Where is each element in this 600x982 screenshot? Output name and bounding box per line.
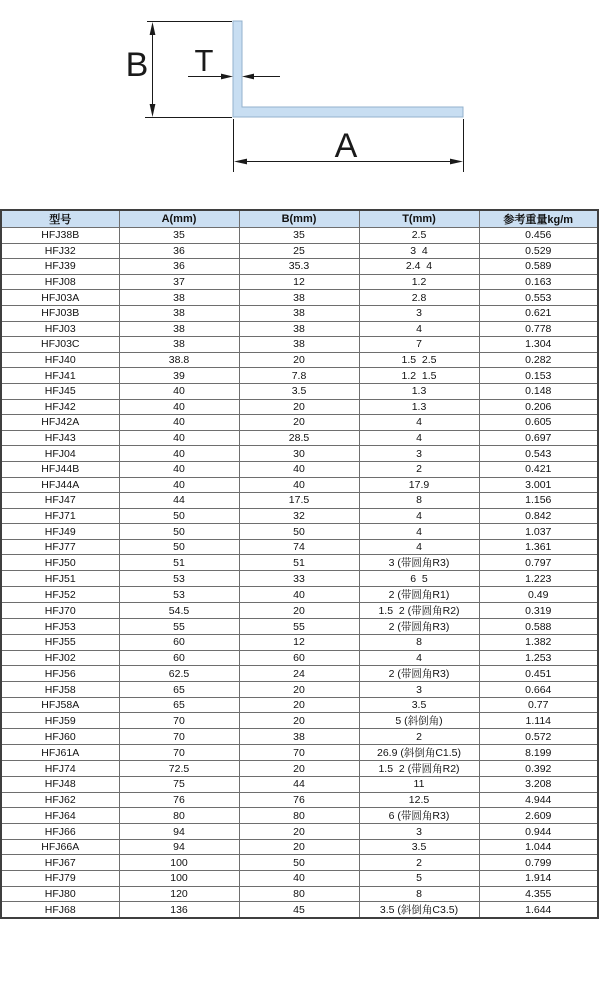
table-cell: 74 [239, 539, 359, 555]
table-cell: 0.589 [479, 259, 598, 275]
table-cell: 38 [239, 337, 359, 353]
table-cell: 55 [119, 619, 239, 635]
table-cell: 20 [239, 682, 359, 698]
table-cell: HFJ60 [1, 729, 119, 745]
table-cell: HFJ66A [1, 839, 119, 855]
table-cell: HFJ61A [1, 745, 119, 761]
table-row [1, 228, 598, 244]
table-cell: HFJ71 [1, 508, 119, 524]
table-cell: 3 [359, 824, 479, 840]
table-cell: 51 [119, 555, 239, 571]
table-cell: 35.3 [239, 259, 359, 275]
table-cell: 1.114 [479, 713, 598, 729]
table-cell: HFJ80 [1, 886, 119, 902]
table-row [1, 824, 598, 840]
table-cell: 50 [119, 539, 239, 555]
table-row [1, 259, 598, 275]
table-row [1, 477, 598, 493]
table-cell: 1.5 2 (带圆角R2) [359, 603, 479, 619]
table-row [1, 697, 598, 713]
spec-table [0, 209, 599, 919]
table-row [1, 383, 598, 399]
table-cell: 40 [119, 430, 239, 446]
table-cell: 0.543 [479, 446, 598, 462]
table-cell: 3.5 (斜倒角C3.5) [359, 902, 479, 919]
table-cell: HFJ02 [1, 650, 119, 666]
column-header-a: A(mm) [119, 210, 239, 228]
table-cell: 72.5 [119, 761, 239, 777]
table-cell: 32 [239, 508, 359, 524]
table-row [1, 571, 598, 587]
table-cell: HFJ47 [1, 493, 119, 509]
table-cell: 40 [119, 461, 239, 477]
table-cell: 40 [119, 399, 239, 415]
table-row [1, 761, 598, 777]
table-cell: HFJ08 [1, 274, 119, 290]
arrow-right-icon [221, 74, 233, 80]
table-cell: 39 [119, 368, 239, 384]
table-row [1, 274, 598, 290]
table-cell: 60 [119, 635, 239, 651]
table-row [1, 399, 598, 415]
table-cell: 0.664 [479, 682, 598, 698]
table-cell: 2 [359, 855, 479, 871]
table-cell: 40 [239, 871, 359, 887]
table-cell: 1.044 [479, 839, 598, 855]
table-cell: HFJ38B [1, 228, 119, 244]
table-cell: 24 [239, 666, 359, 682]
table-cell: HFJ79 [1, 871, 119, 887]
arrow-down-icon [150, 104, 156, 117]
table-cell: 0.842 [479, 508, 598, 524]
table-cell: 3 [359, 446, 479, 462]
table-cell: 1.361 [479, 539, 598, 555]
table-cell: 5 [359, 871, 479, 887]
table-cell: HFJ03 [1, 321, 119, 337]
table-cell: 0.148 [479, 383, 598, 399]
table-cell: 8 [359, 493, 479, 509]
table-cell: 2 [359, 729, 479, 745]
table-cell: 80 [239, 886, 359, 902]
table-cell: 1.304 [479, 337, 598, 353]
table-cell: 0.944 [479, 824, 598, 840]
table-cell: 37 [119, 274, 239, 290]
table-cell: HFJ68 [1, 902, 119, 919]
table-cell: HFJ53 [1, 619, 119, 635]
table-cell: 11 [359, 777, 479, 793]
table-cell: 0.605 [479, 415, 598, 431]
table-cell: HFJ48 [1, 777, 119, 793]
table-cell: 51 [239, 555, 359, 571]
table-cell: 33 [239, 571, 359, 587]
label-t: T [194, 43, 214, 78]
table-cell: 7 [359, 337, 479, 353]
table-cell: 0.153 [479, 368, 598, 384]
table-body [1, 228, 598, 919]
table-cell: 4.944 [479, 792, 598, 808]
table-cell: 25 [239, 243, 359, 259]
table-cell: 17.9 [359, 477, 479, 493]
table-cell: 80 [119, 808, 239, 824]
table-cell: HFJ49 [1, 524, 119, 540]
table-cell: 3 [359, 682, 479, 698]
table-cell: 65 [119, 682, 239, 698]
table-cell: 1.037 [479, 524, 598, 540]
table-cell: 1.3 [359, 399, 479, 415]
table-cell: 1.5 2 (带圆角R2) [359, 761, 479, 777]
table-cell: 28.5 [239, 430, 359, 446]
column-header-t: T(mm) [359, 210, 479, 228]
table-cell: 0.778 [479, 321, 598, 337]
table-cell: 75 [119, 777, 239, 793]
table-cell: 17.5 [239, 493, 359, 509]
table-cell: 8 [359, 886, 479, 902]
table-cell: 0.206 [479, 399, 598, 415]
table-cell: 36 [119, 243, 239, 259]
table-cell: 20 [239, 824, 359, 840]
table-cell: 8.199 [479, 745, 598, 761]
arrow-right-icon [450, 159, 463, 165]
table-cell: 0.572 [479, 729, 598, 745]
table-cell: 1.2 1.5 [359, 368, 479, 384]
table-cell: 40 [119, 383, 239, 399]
arrow-up-icon [150, 22, 156, 35]
table-cell: 1.253 [479, 650, 598, 666]
table-cell: 6 (带圆角R3) [359, 808, 479, 824]
table-cell: 0.529 [479, 243, 598, 259]
table-cell: 4 [359, 415, 479, 431]
table-cell: HFJ58 [1, 682, 119, 698]
table-cell: 3.5 [239, 383, 359, 399]
table-row [1, 352, 598, 368]
table-row [1, 666, 598, 682]
table-cell: 4 [359, 539, 479, 555]
table-cell: 3 (带圆角R3) [359, 555, 479, 571]
table-cell: 38 [119, 337, 239, 353]
table-cell: 30 [239, 446, 359, 462]
table-cell: 12 [239, 274, 359, 290]
table-cell: 3.5 [359, 839, 479, 855]
table-cell: 0.697 [479, 430, 598, 446]
table-cell: HFJ45 [1, 383, 119, 399]
table-row [1, 415, 598, 431]
table-cell: 12 [239, 635, 359, 651]
table-cell: 38.8 [119, 352, 239, 368]
label-a: A [334, 127, 358, 165]
table-cell: HFJ04 [1, 446, 119, 462]
table-cell: HFJ66 [1, 824, 119, 840]
column-header-b: B(mm) [239, 210, 359, 228]
table-cell: 2.4 4 [359, 259, 479, 275]
table-cell: 70 [119, 729, 239, 745]
table-cell: 3 4 [359, 243, 479, 259]
column-header-model: 型号 [1, 210, 119, 228]
table-row [1, 290, 598, 306]
table-row [1, 430, 598, 446]
table-cell: 20 [239, 697, 359, 713]
table-cell: 7.8 [239, 368, 359, 384]
table-row [1, 713, 598, 729]
column-header-weight: 参考重量kg/m [479, 210, 598, 228]
table-cell: HFJ70 [1, 603, 119, 619]
table-cell: 40 [119, 415, 239, 431]
table-cell: 50 [239, 855, 359, 871]
table-cell: 0.451 [479, 666, 598, 682]
table-row [1, 461, 598, 477]
table-cell: 70 [239, 745, 359, 761]
table-cell: 0.456 [479, 228, 598, 244]
table-cell: HFJ43 [1, 430, 119, 446]
table-row [1, 493, 598, 509]
table-cell: 50 [119, 524, 239, 540]
table-cell: 50 [239, 524, 359, 540]
table-cell: 38 [119, 290, 239, 306]
table-cell: 40 [239, 587, 359, 603]
table-cell: 38 [239, 729, 359, 745]
table-cell: 3.001 [479, 477, 598, 493]
table-row [1, 729, 598, 745]
table-cell: 38 [119, 305, 239, 321]
table-cell: 0.797 [479, 555, 598, 571]
table-cell: HFJ67 [1, 855, 119, 871]
table-cell: 0.421 [479, 461, 598, 477]
table-cell: HFJ55 [1, 635, 119, 651]
table-cell: HFJ03C [1, 337, 119, 353]
table-cell: 0.163 [479, 274, 598, 290]
table-cell: 4 [359, 321, 479, 337]
table-cell: 0.319 [479, 603, 598, 619]
table-cell: 40 [119, 477, 239, 493]
table-cell: 4 [359, 524, 479, 540]
table-row [1, 368, 598, 384]
table-cell: 80 [239, 808, 359, 824]
table-cell: HFJ77 [1, 539, 119, 555]
table-cell: 1.223 [479, 571, 598, 587]
table-row [1, 446, 598, 462]
table-cell: 60 [239, 650, 359, 666]
angle-profile-shape [233, 21, 463, 117]
table-row [1, 603, 598, 619]
table-cell: 60 [119, 650, 239, 666]
table-row [1, 555, 598, 571]
table-row [1, 745, 598, 761]
table-cell: 76 [239, 792, 359, 808]
table-cell: 76 [119, 792, 239, 808]
table-cell: HFJ74 [1, 761, 119, 777]
table-cell: 20 [239, 399, 359, 415]
table-cell: 4 [359, 508, 479, 524]
table-cell: 20 [239, 713, 359, 729]
table-cell: 94 [119, 824, 239, 840]
table-cell: 35 [239, 228, 359, 244]
table-cell: HFJ50 [1, 555, 119, 571]
table-header-row [1, 210, 598, 228]
table-cell: 136 [119, 902, 239, 919]
table-row [1, 635, 598, 651]
table-cell: 2.609 [479, 808, 598, 824]
table-cell: 3.5 [359, 697, 479, 713]
table-cell: HFJ42A [1, 415, 119, 431]
table-row [1, 682, 598, 698]
table-cell: 100 [119, 871, 239, 887]
table-row [1, 792, 598, 808]
table-cell: 70 [119, 745, 239, 761]
angle-profile-diagram [0, 0, 600, 206]
table-cell: 50 [119, 508, 239, 524]
table-row [1, 508, 598, 524]
table-cell: 2 (带圆角R1) [359, 587, 479, 603]
table-cell: HFJ41 [1, 368, 119, 384]
table-cell: HFJ32 [1, 243, 119, 259]
table-cell: 70 [119, 713, 239, 729]
table-cell: 12.5 [359, 792, 479, 808]
table-cell: HFJ40 [1, 352, 119, 368]
arrow-left-icon [234, 159, 247, 165]
table-cell: 53 [119, 587, 239, 603]
table-cell: 38 [239, 305, 359, 321]
table-cell: 4 [359, 430, 479, 446]
table-cell: 0.799 [479, 855, 598, 871]
table-cell: 40 [239, 477, 359, 493]
table-cell: 2 (带圆角R3) [359, 666, 479, 682]
table-cell: 1.3 [359, 383, 479, 399]
table-cell: 0.49 [479, 587, 598, 603]
table-cell: 3.208 [479, 777, 598, 793]
table-cell: 0.621 [479, 305, 598, 321]
table-cell: 20 [239, 761, 359, 777]
dimension-b [126, 22, 232, 118]
label-b: B [125, 46, 149, 84]
table-cell: 1.914 [479, 871, 598, 887]
table-cell: 2.5 [359, 228, 479, 244]
table-cell: 2.8 [359, 290, 479, 306]
table-cell: HFJ62 [1, 792, 119, 808]
table-cell: HFJ39 [1, 259, 119, 275]
table-cell: 40 [119, 446, 239, 462]
table-cell: 100 [119, 855, 239, 871]
table-cell: 40 [239, 461, 359, 477]
table-row [1, 902, 598, 919]
table-cell: 38 [239, 321, 359, 337]
table-row [1, 587, 598, 603]
table-cell: HFJ44B [1, 461, 119, 477]
table-row [1, 855, 598, 871]
table-cell: HFJ56 [1, 666, 119, 682]
table-cell: HFJ58A [1, 697, 119, 713]
table-cell: HFJ59 [1, 713, 119, 729]
table-cell: 20 [239, 603, 359, 619]
table-row [1, 243, 598, 259]
table-row [1, 524, 598, 540]
table-cell: 44 [239, 777, 359, 793]
table-row [1, 539, 598, 555]
table-cell: 1.382 [479, 635, 598, 651]
table-cell: HFJ03A [1, 290, 119, 306]
table-cell: 35 [119, 228, 239, 244]
table-cell: 55 [239, 619, 359, 635]
table-cell: 94 [119, 839, 239, 855]
table-cell: HFJ64 [1, 808, 119, 824]
table-cell: 36 [119, 259, 239, 275]
table-cell: 5 (斜倒角) [359, 713, 479, 729]
table-cell: HFJ51 [1, 571, 119, 587]
table-row [1, 619, 598, 635]
table-cell: HFJ42 [1, 399, 119, 415]
table-row [1, 777, 598, 793]
table-cell: 44 [119, 493, 239, 509]
table-cell: 0.392 [479, 761, 598, 777]
table-cell: 20 [239, 839, 359, 855]
arrow-left-icon [242, 74, 254, 80]
table-cell: 65 [119, 697, 239, 713]
table-cell: 6 5 [359, 571, 479, 587]
table-cell: 0.77 [479, 697, 598, 713]
table-cell: 3 [359, 305, 479, 321]
table-cell: 38 [119, 321, 239, 337]
table-row [1, 337, 598, 353]
table-cell: 20 [239, 415, 359, 431]
table-cell: 2 [359, 461, 479, 477]
table-cell: 54.5 [119, 603, 239, 619]
table-row [1, 871, 598, 887]
table-row [1, 808, 598, 824]
table-cell: 4 [359, 650, 479, 666]
table-cell: 0.588 [479, 619, 598, 635]
table-cell: 4.355 [479, 886, 598, 902]
table-row [1, 305, 598, 321]
table-row [1, 839, 598, 855]
table-cell: HFJ52 [1, 587, 119, 603]
table-cell: 1.156 [479, 493, 598, 509]
table-cell: 1.5 2.5 [359, 352, 479, 368]
table-cell: 2 (带圆角R3) [359, 619, 479, 635]
table-cell: 8 [359, 635, 479, 651]
table-row [1, 886, 598, 902]
table-cell: 0.553 [479, 290, 598, 306]
table-row [1, 321, 598, 337]
table-cell: 0.282 [479, 352, 598, 368]
table-cell: 38 [239, 290, 359, 306]
table-cell: HFJ44A [1, 477, 119, 493]
table-cell: 45 [239, 902, 359, 919]
table-row [1, 650, 598, 666]
table-cell: 62.5 [119, 666, 239, 682]
dimension-a [234, 119, 464, 172]
table-cell: 1.2 [359, 274, 479, 290]
table-cell: HFJ03B [1, 305, 119, 321]
table-cell: 26.9 (斜倒角C1.5) [359, 745, 479, 761]
table-cell: 1.644 [479, 902, 598, 919]
table-cell: 20 [239, 352, 359, 368]
table-cell: 120 [119, 886, 239, 902]
table-cell: 53 [119, 571, 239, 587]
